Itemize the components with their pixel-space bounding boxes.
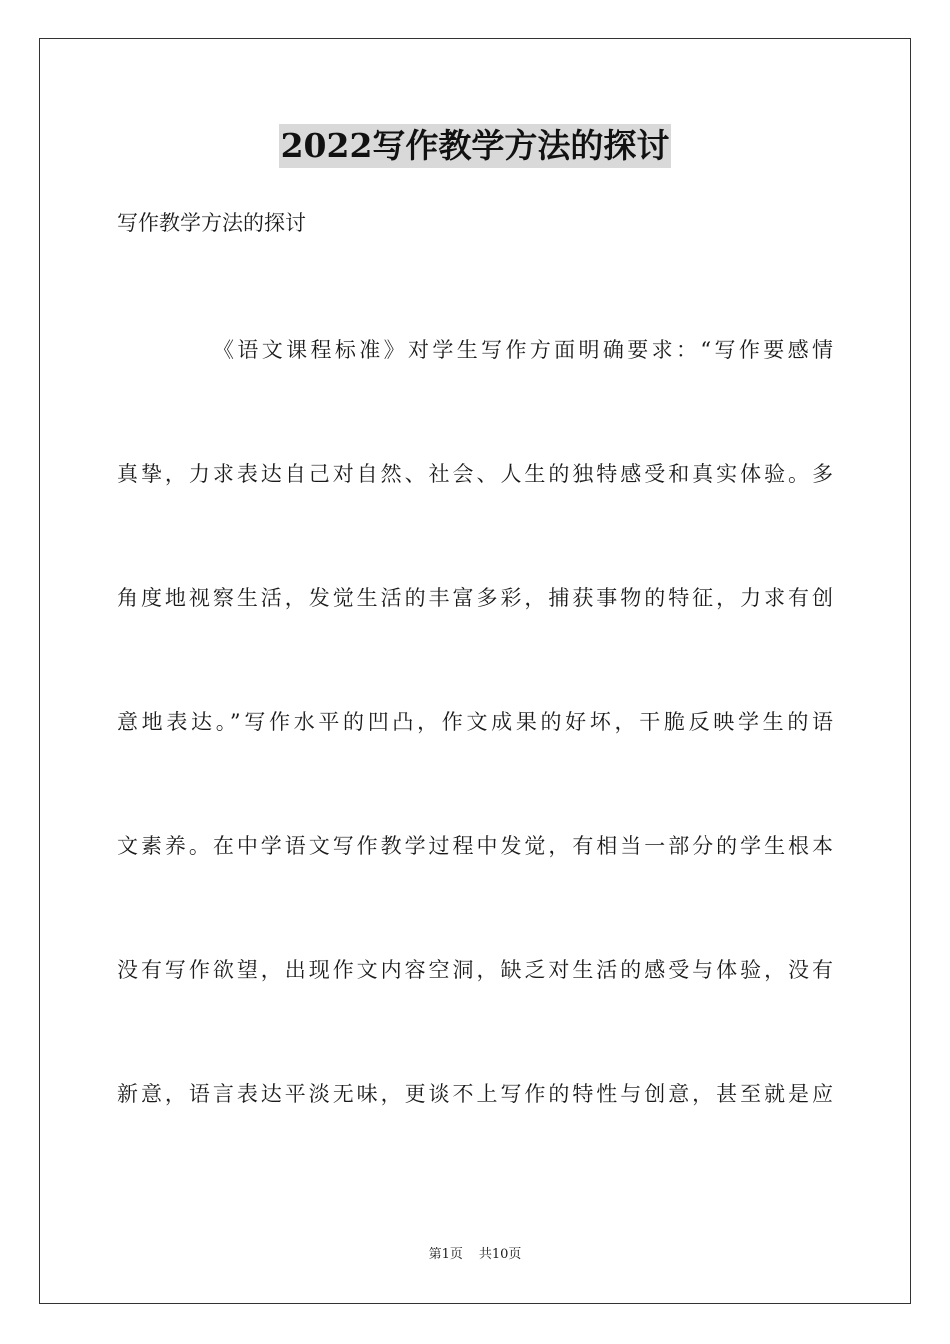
paragraph-line-5: 文素养。在中学语文写作教学过程中发觉，有相当一部分的学生根本 (117, 834, 833, 858)
paragraph-line-3: 角度地视察生活，发觉生活的丰富多彩，捕获事物的特征，力求有创 (117, 586, 833, 610)
document-title: 2022写作教学方法的探讨 (279, 124, 672, 168)
page-number: 第1页 (428, 1247, 463, 1262)
paragraph-line-2: 真挚，力求表达自己对自然、社会、人生的独特感受和真实体验。多 (117, 462, 833, 486)
document-subtitle: 写作教学方法的探讨 (117, 211, 306, 235)
title-container (0, 124, 950, 168)
paragraph-line-4: 意地表达。”写作水平的凹凸，作文成果的好坏，干脆反映学生的语 (117, 710, 833, 734)
page-footer (0, 1245, 950, 1265)
paragraph-line-6: 没有写作欲望，出现作文内容空洞，缺乏对生活的感受与体验，没有 (117, 958, 833, 982)
paragraph-line-7: 新意，语言表达平淡无味，更谈不上写作的特性与创意，甚至就是应 (117, 1082, 833, 1106)
page-total: 共10页 (478, 1247, 522, 1262)
paragraph-line-1: 《语文课程标准》对学生写作方面明确要求：“写作要感情 (213, 338, 833, 362)
